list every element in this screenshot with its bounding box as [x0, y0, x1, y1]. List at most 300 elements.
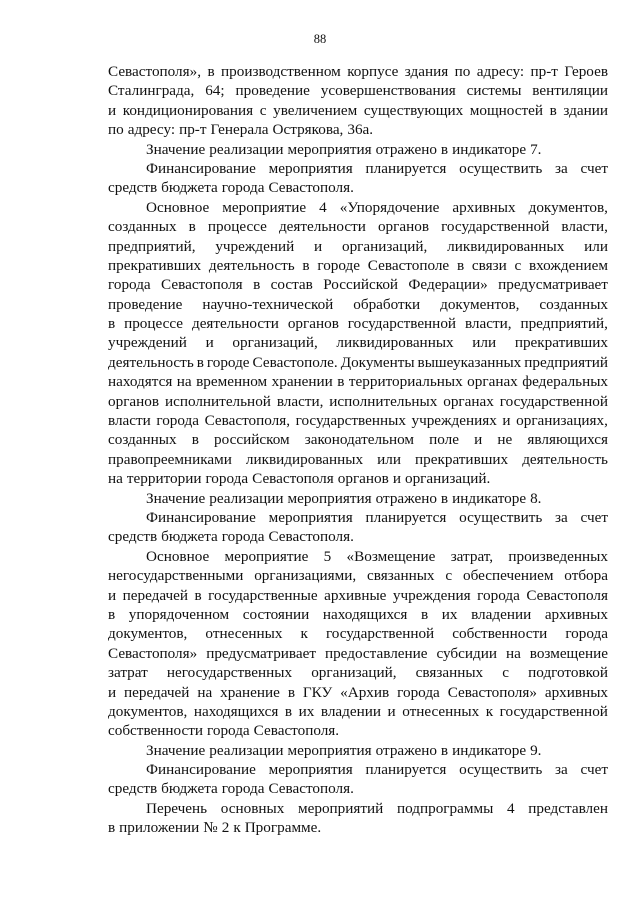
word: прекративших: [108, 256, 202, 274]
text-line: [108, 702, 608, 721]
text-line: [108, 392, 608, 411]
word: созданных: [539, 295, 608, 313]
word: осуществить: [459, 761, 543, 779]
text-line: [108, 159, 608, 178]
word: архивных: [544, 605, 608, 623]
word: проведение: [235, 82, 310, 100]
word: в: [284, 702, 293, 720]
word: и: [474, 431, 483, 449]
word: Финансирование: [146, 508, 256, 526]
word: Сталинграда,: [108, 82, 195, 100]
word: органах: [467, 373, 518, 391]
word: хранении: [271, 373, 333, 391]
text-line: [108, 140, 608, 159]
text-line: [108, 333, 608, 352]
word: деятельность: [108, 353, 194, 371]
word: кондиционирования: [122, 101, 254, 119]
word: затрат: [108, 664, 148, 682]
word: правопреемниками: [108, 450, 232, 468]
word: отбора: [564, 567, 608, 585]
word: негосударственных: [166, 664, 293, 682]
word: в: [108, 605, 116, 623]
word: находятся: [108, 373, 173, 391]
word: передачей: [122, 586, 188, 604]
word: в: [420, 605, 429, 623]
word: в: [440, 140, 449, 158]
word: по: [108, 121, 124, 139]
word: деятельность: [522, 450, 608, 468]
word: города: [221, 179, 265, 197]
word: государственные: [208, 586, 318, 604]
word: 8.: [530, 489, 542, 507]
word: Генерала: [210, 121, 269, 139]
word: «Упорядочение: [339, 198, 440, 216]
word: на: [505, 644, 521, 662]
word: и: [387, 702, 396, 720]
word: предприятий: [524, 353, 608, 371]
word: проведение: [108, 295, 183, 313]
word: Севастополя: [161, 276, 243, 294]
word: вышеуказанных: [417, 353, 522, 371]
word: города: [477, 586, 520, 604]
word: и: [314, 237, 323, 255]
word: Севастополя,: [204, 412, 291, 430]
word: 7.: [530, 140, 542, 158]
word: планируется: [365, 508, 447, 526]
text-line: [108, 314, 608, 333]
word: являющихся: [527, 431, 608, 449]
text-line: [108, 741, 608, 760]
word: подготовкой: [528, 664, 608, 682]
word: ликвидированных: [245, 450, 364, 468]
word: с: [445, 567, 453, 585]
word: затрат,: [450, 547, 494, 565]
word: здания: [404, 63, 449, 80]
word: российском: [214, 431, 290, 449]
text-line: [108, 624, 608, 643]
word: «Возмещение: [346, 547, 436, 565]
word: территориальных: [348, 373, 463, 391]
word: усовершенствования: [320, 82, 456, 100]
word: архивных: [452, 198, 516, 216]
text-line: [108, 198, 608, 217]
text-line: [108, 256, 608, 275]
word: к: [485, 702, 494, 720]
text-line: [108, 799, 608, 818]
word: вентиляции: [532, 82, 608, 100]
word: бюджета: [161, 179, 218, 197]
text-line: [108, 237, 608, 256]
word: связи: [471, 256, 507, 274]
word: счет: [580, 159, 608, 177]
word: поле: [429, 431, 459, 449]
word: учреждениях: [411, 412, 497, 430]
word: документов,: [528, 198, 608, 216]
word: находящихся: [322, 605, 408, 623]
word: учреждений: [108, 334, 187, 352]
word: бюджета: [161, 528, 218, 546]
word: средств: [108, 780, 158, 798]
word: Основное: [146, 198, 210, 216]
word: к: [233, 819, 241, 837]
word: учреждения: [392, 586, 471, 604]
word: 9.: [530, 741, 542, 759]
word: территории: [126, 470, 202, 488]
word: государственной: [325, 625, 435, 643]
word: архивных: [544, 683, 608, 701]
word: индикаторе: [452, 489, 527, 507]
word: отнесенных: [402, 702, 480, 720]
word: мероприятия: [268, 159, 353, 177]
word: передачей: [124, 683, 190, 701]
word: 64;: [205, 82, 225, 100]
word: города: [108, 276, 151, 294]
word: в: [549, 101, 557, 119]
word: предоставление: [324, 644, 428, 662]
word: отнесенных: [205, 625, 283, 643]
word: государственной: [499, 702, 608, 720]
word: за: [555, 761, 568, 779]
text-line: [108, 217, 608, 236]
word: бюджета: [161, 780, 218, 798]
word: предусматривает: [498, 276, 608, 294]
word: Документы: [340, 353, 415, 371]
word: отражено: [375, 140, 437, 158]
word: мощностей: [469, 101, 544, 119]
word: подпрограммы: [396, 799, 494, 817]
word: обработки: [353, 295, 421, 313]
word: средств: [108, 179, 158, 197]
word: обеспечением: [462, 567, 554, 585]
text-line: [108, 644, 608, 663]
word: власти,: [276, 392, 324, 410]
text-line: [108, 818, 608, 837]
word: Севастополя: [252, 470, 334, 488]
word: 4: [319, 198, 327, 216]
text-line: [108, 62, 608, 81]
word: «Архив: [340, 683, 390, 701]
word: города: [565, 625, 608, 643]
word: деятельность: [208, 256, 295, 274]
word: планируется: [365, 159, 447, 177]
text-line: [108, 81, 608, 100]
word: Перечень: [146, 799, 208, 817]
word: связанных: [415, 664, 484, 682]
word: учреждений: [215, 237, 295, 255]
text-line: [108, 508, 608, 527]
word: в: [440, 489, 449, 507]
word: Севастополя.: [268, 528, 354, 546]
word: реализации: [209, 489, 284, 507]
word: мероприятие: [222, 198, 307, 216]
word: организаций.: [404, 470, 491, 488]
word: не: [497, 431, 513, 449]
word: реализации: [209, 741, 284, 759]
word: 36а.: [347, 121, 374, 139]
word: прекративших: [415, 450, 509, 468]
word: государственной: [441, 218, 550, 236]
text-line: [108, 721, 608, 740]
text-line: [108, 547, 608, 566]
word: здании: [563, 101, 608, 119]
word: с: [514, 256, 522, 274]
text-line: [108, 605, 608, 624]
word: и: [205, 334, 214, 352]
word: органов: [377, 218, 430, 236]
word: возмещение: [529, 644, 608, 662]
word: отражено: [375, 741, 437, 759]
word: находящихся: [193, 702, 279, 720]
word: в: [191, 431, 199, 449]
body-text: [108, 62, 608, 838]
text-line: [108, 411, 608, 430]
word: Финансирование: [146, 159, 256, 177]
word: владении: [471, 605, 532, 623]
word: адресу:: [476, 63, 525, 80]
word: приложении: [119, 819, 200, 837]
word: научно-технической: [202, 295, 334, 313]
word: их: [298, 702, 315, 720]
word: исполнительной: [164, 392, 271, 410]
word: органах: [443, 392, 494, 410]
word: мероприятие: [224, 547, 309, 565]
word: Севастополя: [526, 586, 608, 604]
word: власти,: [561, 218, 608, 236]
word: за: [555, 508, 568, 526]
text-line: [108, 469, 608, 488]
text-line: [108, 450, 608, 469]
word: власти,: [464, 315, 512, 333]
word: созданных: [108, 431, 177, 449]
word: №: [203, 819, 218, 837]
word: города: [156, 412, 200, 430]
word: прекративших: [514, 334, 608, 352]
text-line: [108, 489, 608, 508]
word: документов,: [108, 625, 188, 643]
word: созданных: [108, 218, 177, 236]
word: в: [207, 63, 215, 80]
word: на: [108, 470, 123, 488]
word: собственности: [452, 625, 548, 643]
word: Героев: [564, 63, 608, 80]
word: связанных: [367, 567, 435, 585]
word: государственной: [499, 392, 608, 410]
word: города: [205, 470, 249, 488]
word: системы: [466, 82, 522, 100]
word: Севастополя.: [253, 722, 340, 740]
word: федеральных: [522, 373, 608, 391]
word: органов: [337, 470, 389, 488]
word: счет: [580, 508, 608, 526]
word: Финансирование: [146, 761, 256, 779]
word: или: [584, 237, 608, 255]
word: с: [502, 664, 510, 682]
word: в: [188, 218, 196, 236]
word: Севастополя.: [268, 780, 354, 798]
word: ГКУ: [302, 683, 333, 701]
word: городе: [317, 256, 361, 274]
word: Федерации»: [408, 276, 488, 294]
word: Севастополя.: [268, 179, 354, 197]
word: основных: [220, 799, 285, 817]
word: мероприятия: [287, 741, 372, 759]
word: планируется: [365, 761, 447, 779]
word: к: [300, 625, 308, 643]
word: в: [196, 353, 204, 371]
word: государственных: [295, 412, 406, 430]
word: произведенных: [508, 547, 608, 565]
word: негосударственными: [108, 567, 244, 585]
word: отражено: [375, 489, 437, 507]
word: городе: [206, 353, 250, 371]
text-line: [108, 760, 608, 779]
word: по: [454, 63, 471, 80]
word: организаций,: [311, 664, 397, 682]
word: органов: [287, 315, 339, 333]
word: предприятий,: [108, 237, 196, 255]
word: представлен: [528, 799, 608, 817]
word: 4: [507, 799, 515, 817]
word: Российской: [323, 276, 399, 294]
word: органов: [108, 392, 160, 410]
word: или: [472, 334, 497, 352]
text-line: [108, 372, 608, 391]
word: мероприятий: [298, 799, 384, 817]
word: счет: [580, 761, 608, 779]
word: Севастополя»,: [108, 63, 202, 80]
word: города: [207, 722, 250, 740]
word: предприятий,: [520, 315, 608, 333]
word: организациях,: [516, 412, 608, 430]
text-line: [108, 663, 608, 682]
word: и: [392, 470, 401, 488]
word: 5: [323, 547, 332, 565]
word: организаций,: [341, 237, 428, 255]
word: Программе.: [244, 819, 322, 837]
word: и: [502, 412, 511, 430]
word: деятельности: [278, 218, 366, 236]
text-line: [108, 101, 608, 120]
text-line: [108, 779, 608, 798]
text-line: [108, 683, 608, 702]
word: Севастополе: [367, 256, 450, 274]
word: их: [441, 605, 458, 623]
word: адресу:: [127, 121, 176, 139]
word: состоянии: [242, 605, 310, 623]
word: Острякова,: [272, 121, 344, 139]
word: Севастополе.: [252, 353, 338, 371]
word: 2: [221, 819, 230, 837]
word: корпусе: [347, 63, 399, 80]
word: процессе: [124, 315, 184, 333]
word: Значение: [146, 741, 206, 759]
word: за: [555, 159, 568, 177]
text-line: [108, 295, 608, 314]
word: предусматривает: [206, 644, 316, 662]
word: документов,: [108, 702, 188, 720]
word: Основное: [146, 547, 210, 565]
word: производственном: [221, 63, 341, 80]
text-line: [108, 120, 608, 139]
word: города: [221, 780, 265, 798]
word: мероприятия: [268, 508, 353, 526]
word: существующих: [363, 101, 464, 119]
word: в: [108, 315, 116, 333]
word: Севастополя»: [447, 683, 537, 701]
text-line: [108, 275, 608, 294]
word: упорядоченном: [128, 605, 230, 623]
word: в: [253, 276, 261, 294]
word: в: [440, 741, 449, 759]
word: на: [176, 373, 192, 391]
word: и: [108, 683, 117, 701]
word: в: [302, 256, 310, 274]
word: осуществить: [459, 159, 543, 177]
word: на: [197, 683, 213, 701]
word: временном: [196, 373, 268, 391]
word: архивные: [324, 586, 387, 604]
word: государственной: [347, 315, 457, 333]
word: пр-т: [179, 121, 207, 139]
word: власти: [108, 412, 151, 430]
word: владении: [320, 702, 382, 720]
text-line: [108, 178, 608, 197]
text-line: [108, 353, 608, 372]
word: организаций,: [232, 334, 318, 352]
word: в: [337, 373, 345, 391]
word: или: [377, 450, 401, 468]
text-line: [108, 586, 608, 605]
word: вхождением: [529, 256, 608, 274]
word: Значение: [146, 489, 206, 507]
word: индикаторе: [452, 140, 527, 158]
word: индикаторе: [452, 741, 527, 759]
word: деятельности: [191, 315, 279, 333]
word: средств: [108, 528, 158, 546]
word: в: [194, 586, 202, 604]
word: в: [108, 819, 116, 837]
text-line: [108, 430, 608, 449]
word: мероприятия: [287, 489, 372, 507]
word: процессе: [207, 218, 267, 236]
word: хранение: [220, 683, 280, 701]
word: законодательном: [304, 431, 414, 449]
text-line: [108, 566, 608, 585]
word: Севастополя»: [108, 644, 198, 662]
word: города: [221, 528, 265, 546]
word: Значение: [146, 140, 206, 158]
page-number: 88: [313, 32, 327, 46]
word: состав: [270, 276, 313, 294]
text-line: [108, 527, 608, 546]
word: пр-т: [530, 63, 558, 80]
word: увеличением: [273, 101, 358, 119]
word: ликвидированных: [336, 334, 454, 352]
word: в: [287, 683, 295, 701]
word: в: [456, 256, 465, 274]
word: мероприятия: [268, 761, 353, 779]
word: собственности: [108, 722, 203, 740]
word: мероприятия: [287, 140, 372, 158]
word: организациями,: [254, 567, 357, 585]
word: осуществить: [459, 508, 543, 526]
word: и: [108, 586, 117, 604]
word: ликвидированных: [447, 237, 565, 255]
word: и: [108, 101, 117, 119]
word: исполнительных: [329, 392, 438, 410]
word: города: [397, 683, 440, 701]
word: с: [259, 101, 267, 119]
